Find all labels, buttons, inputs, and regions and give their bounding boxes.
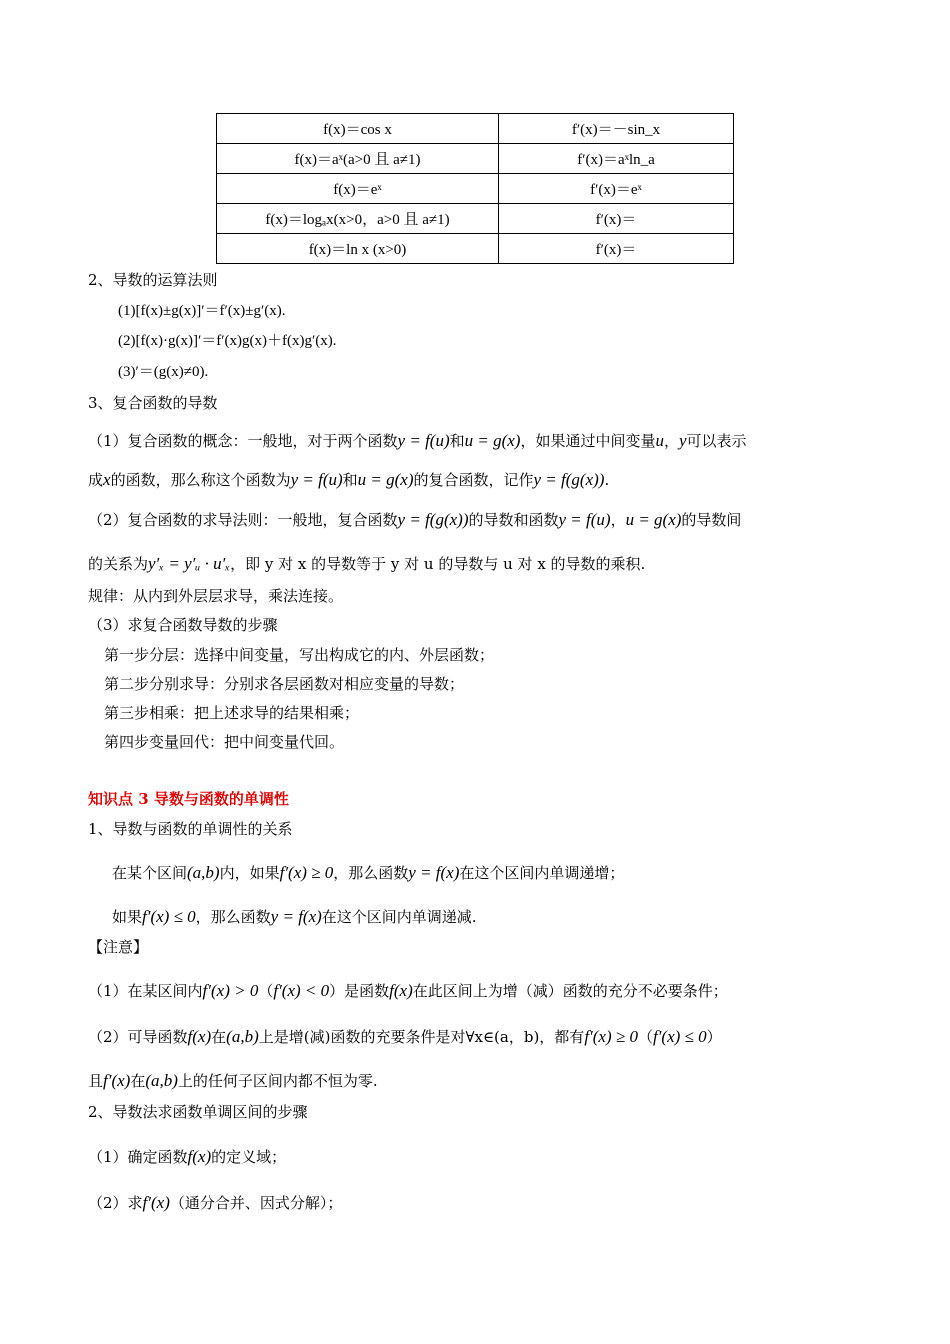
table-row — [217, 144, 734, 174]
table-row — [217, 114, 734, 144]
formula-fprime-ge-0: f′(x) ≥ 0 — [279, 863, 334, 882]
derivative-table — [216, 113, 734, 264]
rule-sum: (1)[f(x)±g(x)]′＝f′(x)±g′(x). — [118, 303, 286, 319]
note-2-line-1: （2）可导函数f(x)在(a,b)上是增(减)函数的充要条件是对∀x∈(a，b)，都有f′(x) ≥ 0（f′(x) ≤ 0） — [88, 1027, 722, 1046]
section-title-composite-derivative: 3、复合函数的导数 — [88, 394, 218, 412]
formula-u-gx: u = g(x) — [625, 510, 682, 529]
formula-fx: f(x) — [389, 981, 413, 1000]
formula-interval-ab: (a,b) — [187, 863, 220, 882]
rule-pattern: 规律：从内到外层层求导，乘法连接。 — [88, 587, 344, 605]
formula-fprime-gt-0: f′(x) > 0 — [202, 981, 259, 1000]
step-2: 第二步分别求导：分别求各层函数对相应变量的导数； — [104, 675, 465, 693]
formula-fprime: f′(x) — [103, 1071, 131, 1090]
table-cell-function: f(x)＝ln x (x>0) — [217, 234, 499, 264]
formula-fprime-lt-0: f′(x) < 0 — [273, 981, 330, 1000]
composite-concept-line-2: 成x的函数，那么称这个函数为y = f(u)和u = g(x)的复合函数，记作y = f(g(x)). — [88, 470, 610, 489]
formula-interval-ab: (a,b) — [226, 1027, 259, 1046]
formula-fprime-le-0: f′(x) ≤ 0 — [142, 907, 196, 926]
note-label: 【注意】 — [88, 938, 149, 956]
table-cell-function: f(x)＝eˣ — [217, 174, 499, 204]
formula-u-gx: u = g(x) — [357, 470, 414, 489]
formula-y-fgx: y = f(g(x)) — [533, 470, 605, 489]
formula-y-fu: y = f(u) — [397, 431, 450, 450]
formula-fx: f(x) — [187, 1147, 212, 1166]
table-row — [217, 204, 734, 234]
step-1: 第一步分层：选择中间变量，写出构成它的内、外层函数； — [104, 646, 495, 664]
increasing-condition: 在某个区间(a,b)内，如果f′(x) ≥ 0，那么函数y = f(x)在这个区间内单调递增； — [112, 863, 625, 882]
monotone-step-2: （2）求f′(x)（通分合并、因式分解）； — [88, 1193, 343, 1212]
step-4: 第四步变量回代：把中间变量代回。 — [104, 733, 345, 751]
formula-fx: f(x) — [187, 1027, 212, 1046]
table-cell-derivative: f′(x)＝aˣln_a — [499, 144, 734, 174]
table-cell-function: f(x)＝aˣ(a>0 且 a≠1) — [217, 144, 499, 174]
step-3: 第三步相乘：把上述求导的结果相乘； — [104, 704, 360, 722]
formula-y-fx: y = f(x) — [270, 907, 322, 926]
composite-concept-line-1: （1）复合函数的概念：一般地，对于两个函数y = f(u)和u = g(x)，如果通过中间变量u，y可以表示 — [88, 431, 747, 450]
formula-interval-ab: (a,b) — [145, 1071, 178, 1090]
section-title-operation-rules: 2、导数的运算法则 — [88, 271, 218, 289]
table-row — [217, 174, 734, 204]
formula-y-fgx: y = f(g(x)) — [397, 510, 469, 529]
monotone-interval-steps-title: 2、导数法求函数单调区间的步骤 — [88, 1103, 308, 1121]
formula-fprime-ge-0: f′(x) ≥ 0 — [584, 1027, 638, 1046]
formula-y-fu: y = f(u) — [290, 470, 343, 489]
formula-y: y — [679, 431, 687, 450]
table-cell-function: f(x)＝logₐx(x>0，a>0 且 a≠1) — [217, 204, 499, 234]
monotone-step-1: （1）确定函数f(x)的定义域； — [88, 1147, 287, 1166]
formula-fprime: f′(x) — [142, 1193, 170, 1212]
note-1: （1）在某区间内f′(x) > 0（f′(x) < 0）是函数f(x)在此区间上为增（减）函数的充分不必要条件； — [88, 981, 728, 1000]
monotonicity-relation-title: 1、导数与函数的单调性的关系 — [88, 820, 293, 838]
formula-y-fu: y = f(u) — [558, 510, 611, 529]
decreasing-condition: 如果f′(x) ≤ 0，那么函数y = f(x)在这个区间内单调递减. — [112, 907, 477, 926]
rule-product: (2)[f(x)·g(x)]′＝f′(x)g(x)＋f(x)g′(x). — [118, 333, 337, 349]
knowledge-point-heading: 知识点 3 导数与函数的单调性 — [88, 790, 289, 808]
composite-rule-line-2: 的关系为y′ₓ = y′ᵤ · u′ₓ，即 y 对 x 的导数等于 y 对 u 的导数与 u 对 x 的导数的乘积. — [88, 554, 646, 573]
steps-title: （3）求复合函数导数的步骤 — [88, 616, 278, 634]
table-cell-derivative: f′(x)＝eˣ — [499, 174, 734, 204]
rule-quotient: (3)′＝(g(x)≠0). — [118, 364, 209, 380]
formula-fprime-le-0: f′(x) ≤ 0 — [652, 1027, 707, 1046]
table-cell-function: f(x)＝cos x — [217, 114, 499, 144]
formula-chain-rule: y′ₓ = y′ᵤ · u′ₓ — [148, 554, 231, 573]
note-2-line-2: 且f′(x)在(a,b)上的任何子区间内都不恒为零. — [88, 1071, 378, 1090]
composite-rule-line-1: （2）复合函数的求导法则：一般地，复合函数y = f(g(x))的导数和函数y = f(u)，u = g(x)的导数间 — [88, 510, 742, 529]
table-row — [217, 234, 734, 264]
formula-x: x — [103, 470, 111, 489]
table-cell-derivative: f′(x)＝－sin_x — [499, 114, 734, 144]
formula-u: u — [655, 431, 664, 450]
table-cell-derivative: f′(x)＝ — [499, 234, 734, 264]
formula-u-gx: u = g(x) — [464, 431, 521, 450]
table-cell-derivative: f′(x)＝ — [499, 204, 734, 234]
formula-y-fx: y = f(x) — [408, 863, 460, 882]
